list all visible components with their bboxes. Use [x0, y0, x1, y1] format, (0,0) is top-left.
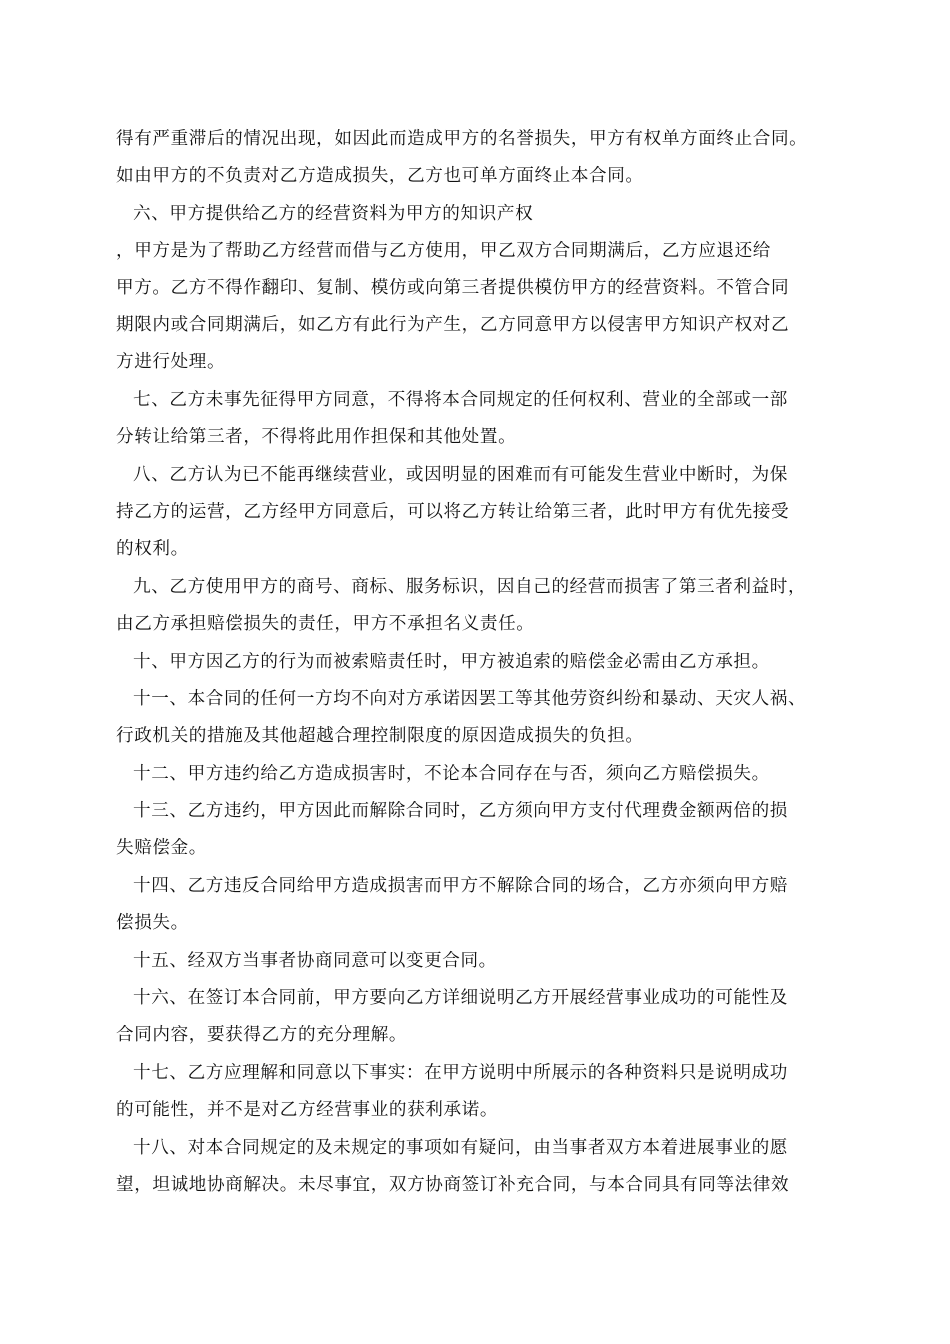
- clause-13: 十三、乙方违约，甲方因此而解除合同时，乙方须向甲方支付代理费金额两倍的损: [133, 801, 788, 821]
- clause-15: 十五、经双方当事者协商同意可以变更合同。: [133, 951, 497, 971]
- text-line: 方进行处理。: [116, 352, 226, 372]
- clause-11: 十一、本合同的任何一方均不向对方承诺因罢工等其他劳资纠纷和暴动、天灾人祸、: [133, 689, 807, 709]
- clause-8: 八、乙方认为已不能再继续营业，或因明显的困难而有可能发生营业中断时，为保: [133, 465, 788, 485]
- clause-14: 十四、乙方违反合同给甲方造成损害而甲方不解除合同的场合，乙方亦须向甲方赔: [133, 876, 788, 896]
- clause-18: 十八、对本合同规定的及未规定的事项如有疑问，由当事者双方本着进展事业的愿: [133, 1138, 788, 1158]
- text-line: 由乙方承担赔偿损失的责任，甲方不承担名义责任。: [116, 614, 535, 634]
- clause-16: 十六、在签订本合同前，甲方要向乙方详细说明乙方开展经营事业成功的可能性及: [133, 988, 788, 1008]
- text-line: 得有严重滞后的情况出现，如因此而造成甲方的名誉损失，甲方有权单方面终止合同。: [116, 129, 808, 149]
- clause-17: 十七、乙方应理解和同意以下事实：在甲方说明中所展示的各种资料只是说明成功: [133, 1063, 788, 1083]
- text-line: 的可能性，并不是对乙方经营事业的获利承诺。: [116, 1100, 499, 1120]
- section-heading-6: 六、甲方提供给乙方的经营资料为甲方的知识产权: [133, 204, 534, 224]
- text-line: 行政机关的措施及其他超越合理控制限度的原因造成损失的负担。: [116, 726, 644, 746]
- text-line: 如由甲方的不负责对乙方造成损失，乙方也可单方面终止本合同。: [116, 166, 644, 186]
- text-line: 分转让给第三者，不得将此用作担保和其他处置。: [116, 427, 517, 447]
- text-line: 的权利。: [116, 539, 189, 559]
- clause-10: 十、甲方因乙方的行为而被索赔责任时，甲方被追索的赔偿金必需由乙方承担。: [133, 652, 770, 672]
- text-line: 失赔偿金。: [116, 838, 207, 858]
- text-line: 偿损失。: [116, 913, 189, 933]
- text-line: 望，坦诚地协商解决。未尽事宜，双方协商签订补充合同，与本合同具有同等法律效: [116, 1175, 790, 1195]
- text-line: 期限内或合同期满后，如乙方有此行为产生，乙方同意甲方以侵害甲方知识产权对乙: [116, 315, 790, 335]
- clause-7: 七、乙方未事先征得甲方同意，不得将本合同规定的任何权利、营业的全部或一部: [133, 390, 788, 410]
- text-line: ，甲方是为了帮助乙方经营而借与乙方使用，甲乙双方合同期满后，乙方应退还给: [116, 241, 771, 261]
- text-line: 持乙方的运营，乙方经甲方同意后，可以将乙方转让给第三者，此时甲方有优先接受: [116, 502, 790, 522]
- clause-9: 九、乙方使用甲方的商号、商标、服务标识，因自己的经营而损害了第三者利益时，: [133, 577, 807, 597]
- text-line: 甲方。乙方不得作翻印、复制、模仿或向第三者提供模仿甲方的经营资料。不管合同: [116, 278, 790, 298]
- text-line: 合同内容，要获得乙方的充分理解。: [116, 1025, 408, 1045]
- clause-12: 十二、甲方违约给乙方造成损害时，不论本合同存在与否，须向乙方赔偿损失。: [133, 764, 770, 784]
